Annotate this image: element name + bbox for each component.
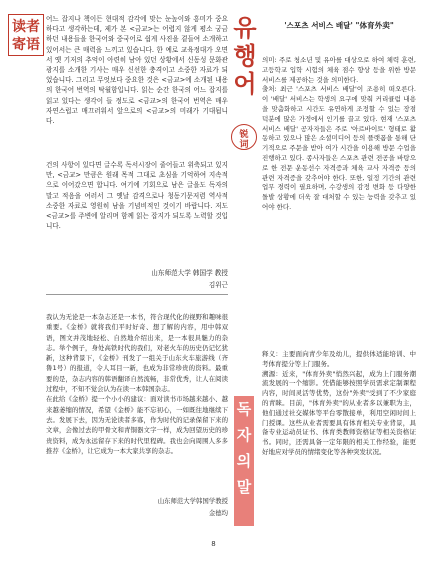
badge-line-2: 寄语 [12,37,40,53]
page-number: 8 [211,540,216,548]
vertical-char: 행 [233,41,257,70]
chinese-signature-affiliation: 山东师范大学韩国学教授 [157,497,228,505]
bar-char: 말 [236,478,252,496]
chinese-para-1: 我认为无论是一本杂志还是一本书，符合现代化的视野和趣味很重要。《金桥》就将我们平时好奇、想了解的内容，用中韩双语，图文并茂地轻松、自然地介绍出来，是一本很具魅力的杂志。举个例子，身处高铁时代的我们，对老火车的历史仍记忆犹新，这种背景下，《金桥》刊发了一组关于山东火车旅游线（齐鲁1号）的报道，令人耳目一新，也成为非常珍贵的资料。最重要的是，杂志内容的韩语翻译自然流畅，非常优秀，让人在阅读过程中，不知不觉会认为在读一本韩国杂志。 [46,313,228,394]
korean-letter-paragraph-2: 건의 사항이 있다면 글수록 독서시장이 줄어들고 위축되고 있지만, <금교> 만큼은 원래 목적 그대로 초심을 기억하여 지속적으로 이어갔으면 합니다. 여기에 기회으로 남은 글을도 독자의 말고 적음을 여러서 그 옛날 감격으로나 청동기문저렴 역사적 소중한 자료로 영원히 남을 기념비적인 것이기 바랍니다. 저도 <금교>를 주변에 알리며 함께 읽는 잡지가 되도록 노력할 것입니다. [46,161,228,231]
bar-char: 의 [236,452,252,470]
badge-line-1: 读者 [12,19,40,35]
chinese-signature-name: 金德均 [208,509,228,517]
buzzword-column [262,20,416,540]
circle-line-1: 锐 [239,130,249,140]
chinese-para-2: 在此给《金桥》提一个小小的建议：面对读书市场越来越小、越来越萎缩的情况，希望《金桥》能不忘初心，一如既往地继续下去。发展下去，因为无论读者多寡，作为时代的记录保留下来的文章，会像过去的甲骨文和青铜器文字一样，成为回望历史的珍贵资料，成为永远留存下来的时代里程碑。我也会向周围人多多推荐《金桥》，让它成为一本大家共享的杂志。 [46,395,228,455]
bar-char: 자 [236,426,252,444]
korean-signature-affiliation: 山东师范大学 韩国学 教授 [151,269,228,277]
circle-line-2: 词 [239,140,249,150]
korean-letter-paragraph: 어느 잡지나 책이든 현대적 감각에 맞는 눈높이와 흥미가 중요하다고 생각하는데, 제가 본 <금교>는 어렵지 않게 평소 궁금하던 내용들을 한국어와 중국어로 쉽게 사진을 곁들여 소개하고 있어서는 큰 매력을 느끼고 있습니다. 한 예로 교육정대가 오면서 옛 기저의 추억이 아련히 남아 있던 상황에서 신동성 문화관광지를 소개한 기사는 매우 신선한 충격이고 소중한 자료가 되었습니다. 그리고 무엇보다 중요한 것은 <금교>에 소개된 내용의 한국어 번역의 탁월함입니다. 읽는 순간 한국의 어느 잡지를 읽고 있다는 생각이 들 정도로 <금교>의 한국어 번역은 매우 자연스럽고 매끄러워서 앞으로의 <금교>의 미래가 기대됩니다. [46,15,228,126]
buzzword-chinese-text: 释义：主要面向青少年及幼儿，提供体适能培训、中考体育提分等上门服务。 溯源：近来，"体育外卖"悄然兴起，成为上门服务潮流发展的一个缩影。凭借能够按照学员需求定制课程内容，时间灵活等优势，这份"外卖"受到了不少家庭的青睐。目前，"体育外卖"的从业者多以兼职为主，他们通过社交媒体等平台零散接单，利用空闲时间上门授课。这些从业者需要具有体育相关专业背景，具备专业运动员证书、体育类教师资格证等相关资格证书。同时，还需具备一定年限的相关工作经验，能更好地应对学员的情绪变化等各种突发状况。 [262,350,416,456]
vertical-char: 어 [233,69,257,98]
korean-signature-name: 김위근 [208,281,228,289]
buzzword-circle-badge [231,124,257,150]
buzzword-korean-text: 의미: 주로 청소년 및 유아를 대상으로 하여 체력 훈련, 고등학교 입학 시험의 체육 점수 향상 등을 위한 방문 서비스를 제공하는 것을 의미한다. 출처: 최근 '스포츠 서비스 배달'이 조용히 떠오른다. 이 '배달' 서비스는 학생의 요구에 맞춰 커리큘럼 내용을 맞춤화하고 시간도 유연하게 조정할 수 있는 장점 덕분에 많은 가정에서 인기를 끌고 있다. 현재 '스포츠 서비스 배달' 공자자들은 주로 '아르바이트' 형태로 활동하고 있으나 많은 소셜미디어 등의 플랫폼을 통해 단기적으로 주문을 받아 여가 시간을 이용해 방문 수업을 진행하고 있다. 종사자들은 스포츠 관련 전공을 바탕으로 한 전문 운동선수 자격증과 체육 교사 자격증 등의 관련 자격증을 갖추어야 한다. 또한, 일정 기간의 관련 업무 경력이 필요하며, 수강생의 감정 변화 등 다양한 돌발 상황에 더욱 잘 대처할 수 있는 능력을 갖추고 있어야 한다. [262,56,416,211]
reader-letter-column [46,14,228,530]
reader-voice-vertical-bar [234,396,254,526]
vertical-char: 유 [233,13,257,42]
reader-letter-badge [8,14,44,56]
chinese-letter-paragraph [46,312,228,512]
buzzword-vertical-title [232,14,258,104]
bar-char: 독 [236,400,252,418]
section-divider [46,294,228,295]
buzzword-title: '스포츠 서비스 배달' "体育外卖" [284,21,394,30]
